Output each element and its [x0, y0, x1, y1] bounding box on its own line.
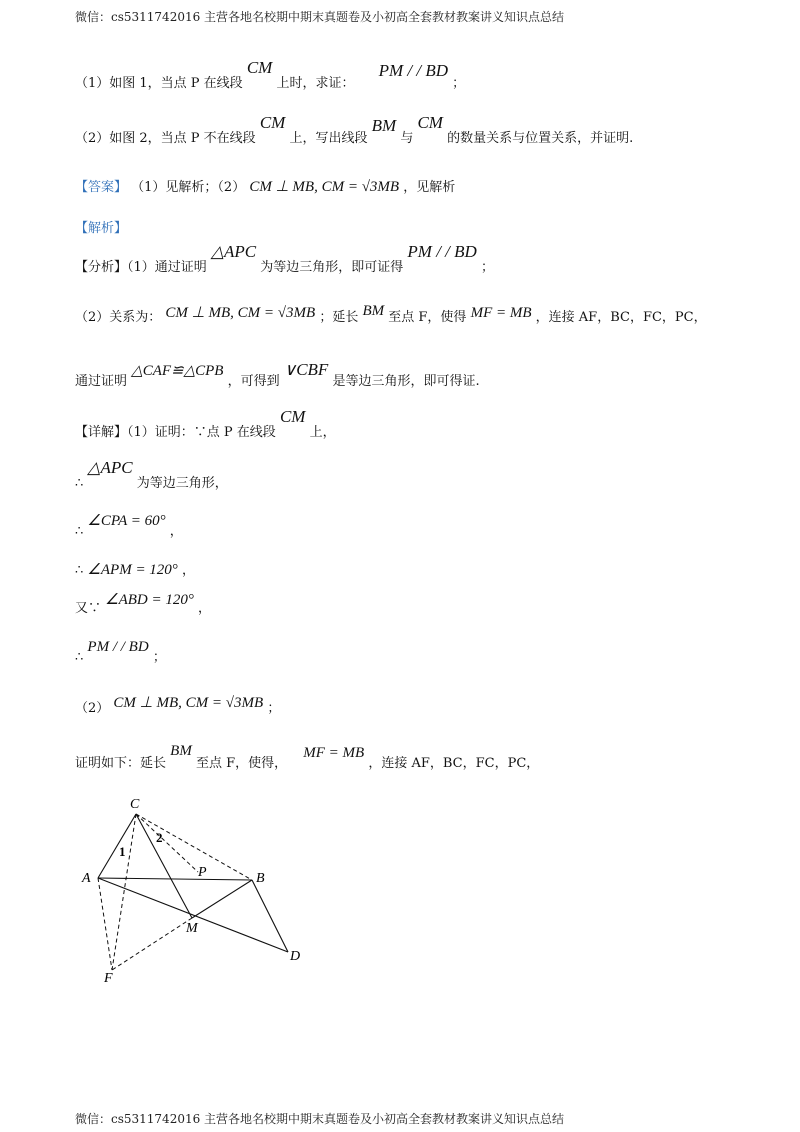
- s7-text-a: 证明如下：延长: [75, 756, 167, 771]
- s3-text: ，: [181, 563, 195, 578]
- fenxi3-math-congruent: △CAF≌△CPB: [131, 363, 224, 379]
- segment-ca: [98, 814, 136, 878]
- q2-text-c: 与: [400, 131, 414, 146]
- fenxi2-math-mf: MF = MB: [470, 305, 532, 321]
- fenxi3-text-c: 是等边三角形，即可得证.: [332, 374, 480, 389]
- step-7: [75, 743, 540, 772]
- s4-text: ，: [198, 601, 212, 616]
- s7-math-bm: BM: [170, 743, 192, 759]
- q2-text-a: （2）如图 2，当点 P 不在线段: [75, 131, 256, 146]
- detail-1: [75, 407, 336, 441]
- segment-af-dashed: [98, 878, 112, 970]
- q1-text-a: （1）如图 1，当点 P 在线段: [75, 76, 243, 91]
- analysis-tag-line: [75, 217, 127, 236]
- q1-math-cm: CM: [246, 58, 273, 77]
- s4-because: 又∵: [75, 601, 102, 616]
- label-b: B: [256, 871, 265, 886]
- q2-math-bm: BM: [371, 116, 397, 135]
- fenxi3-text-a: 通过证明: [75, 374, 128, 389]
- fenxi3-text-b: ，可得到: [227, 374, 280, 389]
- s1-math: △APC: [87, 458, 133, 477]
- answer-tag: 【答案】: [75, 180, 128, 195]
- detail1-math-cm: CM: [279, 407, 306, 426]
- label-m: M: [186, 921, 198, 936]
- q2-text-d: 的数量关系与位置关系，并证明.: [447, 131, 634, 146]
- s6-label: （2）: [75, 701, 110, 716]
- q2-math-cm-2: CM: [417, 113, 443, 132]
- s7-text-c: ，连接 AF，BC，FC，PC，: [368, 756, 540, 771]
- s4-math: ∠ABD = 120°: [105, 592, 194, 608]
- fenxi2-text-b: ；延长: [319, 310, 359, 325]
- fenxi1-math-apc: △APC: [210, 242, 257, 261]
- label-p: P: [198, 865, 207, 880]
- fenxi1-text-b: 为等边三角形，即可证得: [260, 260, 404, 275]
- analysis-3: [75, 360, 480, 390]
- step-2: [75, 513, 183, 540]
- answer-text-a: （1）见解析；（2）: [131, 180, 246, 195]
- analysis-2: [75, 303, 707, 326]
- q1-text-c: ；: [452, 76, 466, 91]
- analysis-1: [75, 242, 494, 276]
- s1-text: 为等边三角形，: [136, 476, 228, 491]
- step-1: [75, 458, 228, 492]
- page-header: 微信：cs5311742016 主营各地名校期中期末真题卷及小初高全套教材教案讲义知识点总结: [75, 10, 565, 24]
- s2-math: ∠CPA = 60°: [87, 513, 166, 529]
- label-f: F: [104, 971, 113, 986]
- s2-text: ，: [169, 524, 183, 539]
- s5-text: ；: [152, 650, 166, 665]
- fenxi2-text-d: ，连接 AF，BC，FC，PC，: [535, 310, 707, 325]
- s6-math: CM ⊥ MB, CM = √3MB: [113, 695, 264, 711]
- segment-bd: [252, 880, 288, 952]
- label-c: C: [130, 797, 140, 812]
- label-angle-2: 2: [156, 830, 163, 845]
- segment-cm: [136, 814, 192, 918]
- fenxi2-text-c: 至点 F，使得: [388, 310, 467, 325]
- page-footer: 微信：cs5311742016 主营各地名校期中期末真题卷及小初高全套教材教案讲义知识点总结: [75, 1112, 565, 1126]
- answer-line: [75, 176, 455, 196]
- segment-mb: [192, 880, 252, 918]
- fenxi2-text-a: （2）关系为：: [75, 310, 162, 325]
- s5-therefore: ∴: [75, 650, 84, 665]
- s6-text: ；: [267, 701, 281, 716]
- detail1-text-a: 【详解】（1）证明：∵点 P 在线段: [75, 425, 276, 440]
- s3-math: ∠APM = 120°: [87, 562, 178, 578]
- s2-therefore: ∴: [75, 524, 84, 539]
- q1-text-b: 上时，求证：: [276, 76, 355, 91]
- step-4: [75, 592, 212, 617]
- label-angle-1: 1: [119, 844, 126, 859]
- q2-text-b: 上，写出线段: [289, 131, 368, 146]
- segment-mf-dashed: [112, 918, 192, 970]
- step-3: [75, 559, 195, 579]
- segment-ad: [98, 878, 288, 952]
- fenxi2-math-relation: CM ⊥ MB, CM = √3MB: [165, 305, 316, 321]
- fenxi1-text-c: ；: [480, 260, 494, 275]
- fenxi1-text-a: 【分析】（1）通过证明: [75, 260, 207, 275]
- s5-math: PM / / BD: [87, 639, 149, 655]
- label-a: A: [82, 871, 91, 886]
- label-d: D: [290, 949, 301, 964]
- s7-text-b: 至点 F，使得，: [195, 756, 288, 771]
- answer-math: CM ⊥ MB, CM = √3MB: [249, 179, 400, 195]
- detail1-text-b: 上，: [309, 425, 336, 440]
- segment-cf-dashed: [112, 814, 136, 970]
- answer-text-b: ，见解析: [403, 180, 456, 195]
- q2-math-cm: CM: [259, 113, 286, 132]
- segment-cp-dashed: [136, 814, 198, 872]
- fenxi1-math-pm-bd: PM / / BD: [407, 242, 477, 261]
- q1-math-pm-bd: PM / / BD: [378, 61, 449, 80]
- question-2: [75, 113, 634, 147]
- s1-therefore: ∴: [75, 476, 84, 491]
- segment-ab: [98, 878, 252, 880]
- s7-math-mf: MF = MB: [303, 745, 365, 761]
- analysis-tag: 【解析】: [75, 221, 128, 236]
- step-5: [75, 639, 166, 666]
- step-6: [75, 697, 280, 717]
- s3-therefore: ∴: [75, 563, 84, 578]
- fenxi3-math-cbf: ∨CBF: [283, 360, 329, 379]
- question-1: [75, 58, 466, 92]
- geometry-figure: [70, 790, 320, 990]
- fenxi2-math-bm: BM: [362, 303, 385, 319]
